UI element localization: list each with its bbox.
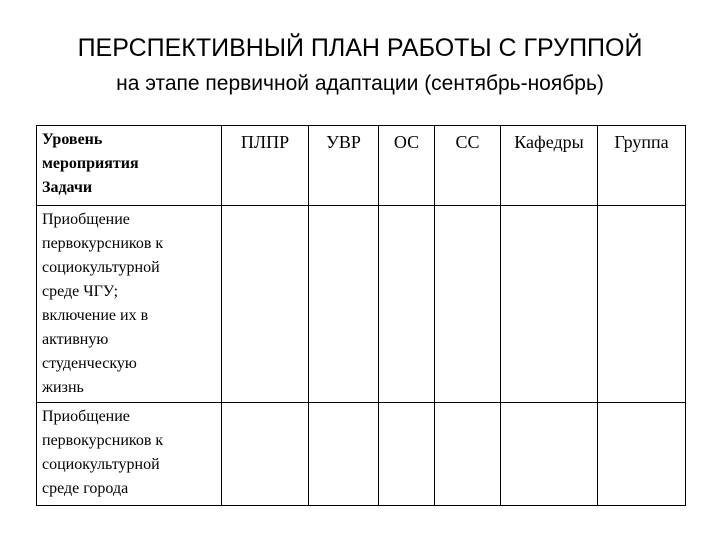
task-line: первокурсников к <box>42 235 164 252</box>
table-cell-os <box>379 206 435 403</box>
table-cell-kafedry <box>501 403 598 506</box>
table-cell-os <box>379 403 435 506</box>
column-header-plpr: ПЛПР <box>222 126 309 206</box>
table-cell-ss <box>435 403 501 506</box>
column-header-uvr: УВР <box>309 126 379 206</box>
column-header-ss: СС <box>435 126 501 206</box>
column-header-gruppa: Группа <box>598 126 686 206</box>
task-line: социокультурной <box>42 456 160 473</box>
corner-header-cell <box>37 126 222 206</box>
task-line: жизнь <box>42 379 84 396</box>
column-header-kafedry: Кафедры <box>501 126 598 206</box>
table-cell-plpr <box>222 403 309 506</box>
table-row <box>37 403 686 506</box>
task-line: активную <box>42 331 109 348</box>
table-row <box>37 206 686 403</box>
plan-table <box>36 125 686 506</box>
corner-header-line: Задачи <box>42 179 93 196</box>
page-subtitle: на этапе первичной адаптации (сентябрь-ноябрь) <box>116 72 604 95</box>
task-line: первокурсников к <box>42 432 164 449</box>
task-line: Приобщение <box>42 408 130 425</box>
task-line: студенческую <box>42 355 137 372</box>
corner-header-line: Уровень <box>42 131 103 148</box>
table-cell-gruppa <box>598 206 686 403</box>
task-line: социокультурной <box>42 259 160 276</box>
corner-header-line: мероприятия <box>42 155 139 172</box>
table-cell-plpr <box>222 206 309 403</box>
page-title: ПЕРСПЕКТИВНЫЙ ПЛАН РАБОТЫ С ГРУППОЙ <box>77 34 643 62</box>
column-header-os: ОС <box>379 126 435 206</box>
table-cell-gruppa <box>598 403 686 506</box>
task-line: среде города <box>42 480 129 497</box>
table-cell-uvr <box>309 206 379 403</box>
task-line: включение их в <box>42 307 149 324</box>
table-cell-uvr <box>309 403 379 506</box>
task-line: Приобщение <box>42 211 130 228</box>
task-line: среде ЧГУ; <box>42 283 119 300</box>
task-cell <box>37 403 222 506</box>
table-cell-ss <box>435 206 501 403</box>
table-header-row <box>37 126 686 206</box>
table-cell-kafedry <box>501 206 598 403</box>
task-cell <box>37 206 222 403</box>
